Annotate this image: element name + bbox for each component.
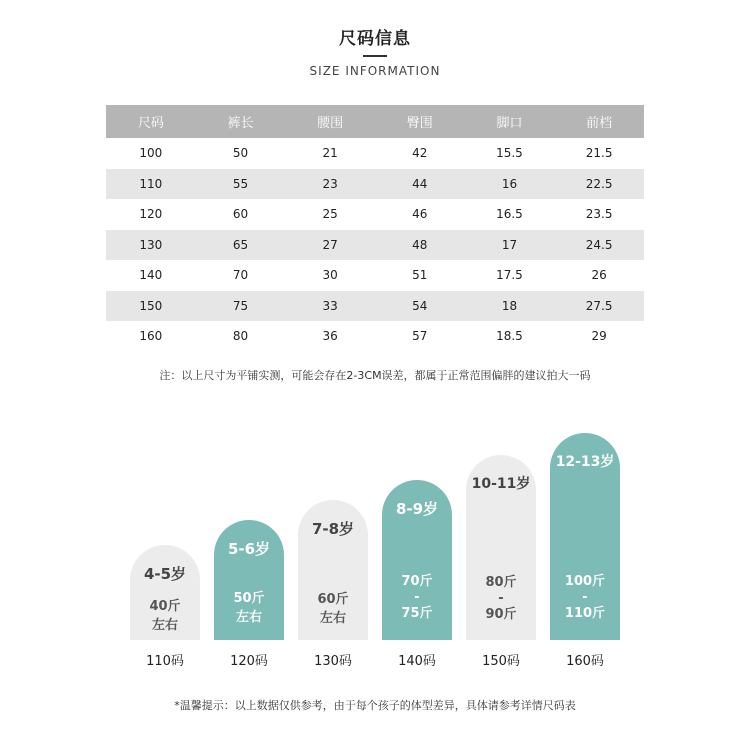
table-cell: 65: [196, 230, 286, 261]
size-table: [106, 105, 644, 352]
column-header: 腰围: [285, 105, 375, 138]
table-cell: 16: [465, 169, 555, 200]
age-range: 5-6岁: [227, 540, 271, 558]
table-cell: 120: [139, 207, 163, 222]
weight-max: 75斤: [401, 606, 433, 621]
weight-dash: -: [414, 590, 420, 605]
table-cell: 110: [106, 169, 196, 200]
weight-dash: -: [582, 590, 588, 605]
table-cell: 29: [591, 329, 607, 344]
table-cell: 51: [412, 268, 428, 283]
size-label: 120码: [230, 654, 268, 669]
table-cell: 75: [196, 291, 286, 322]
age-range: 12-13岁: [555, 454, 615, 470]
table-cell: 150: [106, 291, 196, 322]
table-cell: 21: [322, 146, 338, 161]
column-header: 前档: [554, 105, 644, 138]
table-cell: 16.5: [496, 207, 523, 222]
age-card-160: [550, 433, 620, 640]
weight-max: 90斤: [485, 607, 517, 622]
table-cell: 23.5: [585, 207, 613, 222]
page-subtitle: SIZE INFORMATION: [309, 64, 441, 78]
column-header: 裤长: [196, 105, 286, 138]
table-cell: 50: [232, 146, 249, 161]
table-cell: 57: [412, 329, 428, 344]
table-row: [106, 321, 644, 352]
age-card-120: [214, 520, 284, 640]
table-cell: 44: [375, 169, 465, 200]
age-range: 7-8岁: [311, 520, 355, 538]
table-cell: 21.5: [585, 146, 613, 161]
table-row: [106, 291, 644, 322]
table-cell: 36: [322, 329, 338, 344]
age-range: 4-5岁: [143, 565, 187, 583]
table-cell: 80: [232, 329, 249, 344]
table-cell: 27.5: [554, 291, 644, 322]
table-cell: 25: [322, 207, 338, 222]
table-row: [106, 230, 644, 261]
size-label: 140码: [398, 654, 436, 669]
table-cell: 27: [285, 230, 375, 261]
column-header: 尺码: [106, 105, 196, 138]
table-cell: 26: [591, 268, 607, 283]
table-cell: 33: [285, 291, 375, 322]
footer-tip: *温馨提示：以上数据仅供参考，由于每个孩子的体型差异，具体请参考详情尺码表: [174, 699, 576, 712]
table-cell: 55: [196, 169, 286, 200]
table-cell: 18: [465, 291, 555, 322]
weight-min: 100斤: [564, 574, 606, 589]
table-cell: 22.5: [554, 169, 644, 200]
table-cell: 54: [375, 291, 465, 322]
size-label: 150码: [482, 654, 520, 669]
table-row: [106, 169, 644, 200]
age-card-130: [298, 500, 368, 640]
table-cell: 60: [232, 207, 249, 222]
age-card-150: [466, 455, 536, 640]
age-range: 10-11岁: [471, 476, 531, 492]
measurement-note: 注：以上尺寸为平铺实测，可能会存在2-3CM误差，都属于正常范围偏胖的建议拍大一码: [159, 369, 591, 382]
table-cell: 130: [106, 230, 196, 261]
table-cell: 140: [139, 268, 163, 283]
size-label: 130码: [314, 654, 352, 669]
title-divider: [363, 55, 387, 57]
weight-value: 60斤: [317, 592, 349, 607]
table-cell: 18.5: [496, 329, 523, 344]
weight-min: 70斤: [401, 574, 433, 589]
table-cell: 15.5: [496, 146, 523, 161]
weight-value: 50斤: [233, 591, 265, 606]
size-label: 110码: [146, 654, 184, 669]
age-card-110: [130, 545, 200, 640]
table-cell: 46: [412, 207, 428, 222]
table-cell: 30: [322, 268, 338, 283]
table-cell: 24.5: [554, 230, 644, 261]
weight-qualifier: 左右: [235, 610, 262, 625]
column-header: 臀围: [375, 105, 465, 138]
table-cell: 17: [465, 230, 555, 261]
weight-qualifier: 左右: [319, 611, 346, 626]
table-cell: 160: [139, 329, 163, 344]
table-cell: 23: [285, 169, 375, 200]
table-row: [106, 199, 644, 230]
table-cell: 17.5: [496, 268, 523, 283]
table-row: [106, 260, 644, 291]
weight-max: 110斤: [564, 606, 606, 621]
weight-min: 80斤: [485, 575, 517, 590]
table-header-row: [106, 105, 644, 138]
table-cell: 100: [139, 146, 163, 161]
weight-qualifier: 左右: [151, 618, 178, 633]
table-cell: 42: [412, 146, 428, 161]
age-card-140: [382, 480, 452, 640]
weight-value: 40斤: [149, 599, 181, 614]
weight-dash: -: [498, 591, 504, 606]
age-range: 8-9岁: [395, 500, 439, 518]
table-row: [106, 138, 644, 169]
table-cell: 48: [375, 230, 465, 261]
table-cell: 70: [232, 268, 249, 283]
size-label: 160码: [566, 654, 604, 669]
page-title: 尺码信息: [339, 29, 411, 49]
column-header: 脚口: [465, 105, 555, 138]
